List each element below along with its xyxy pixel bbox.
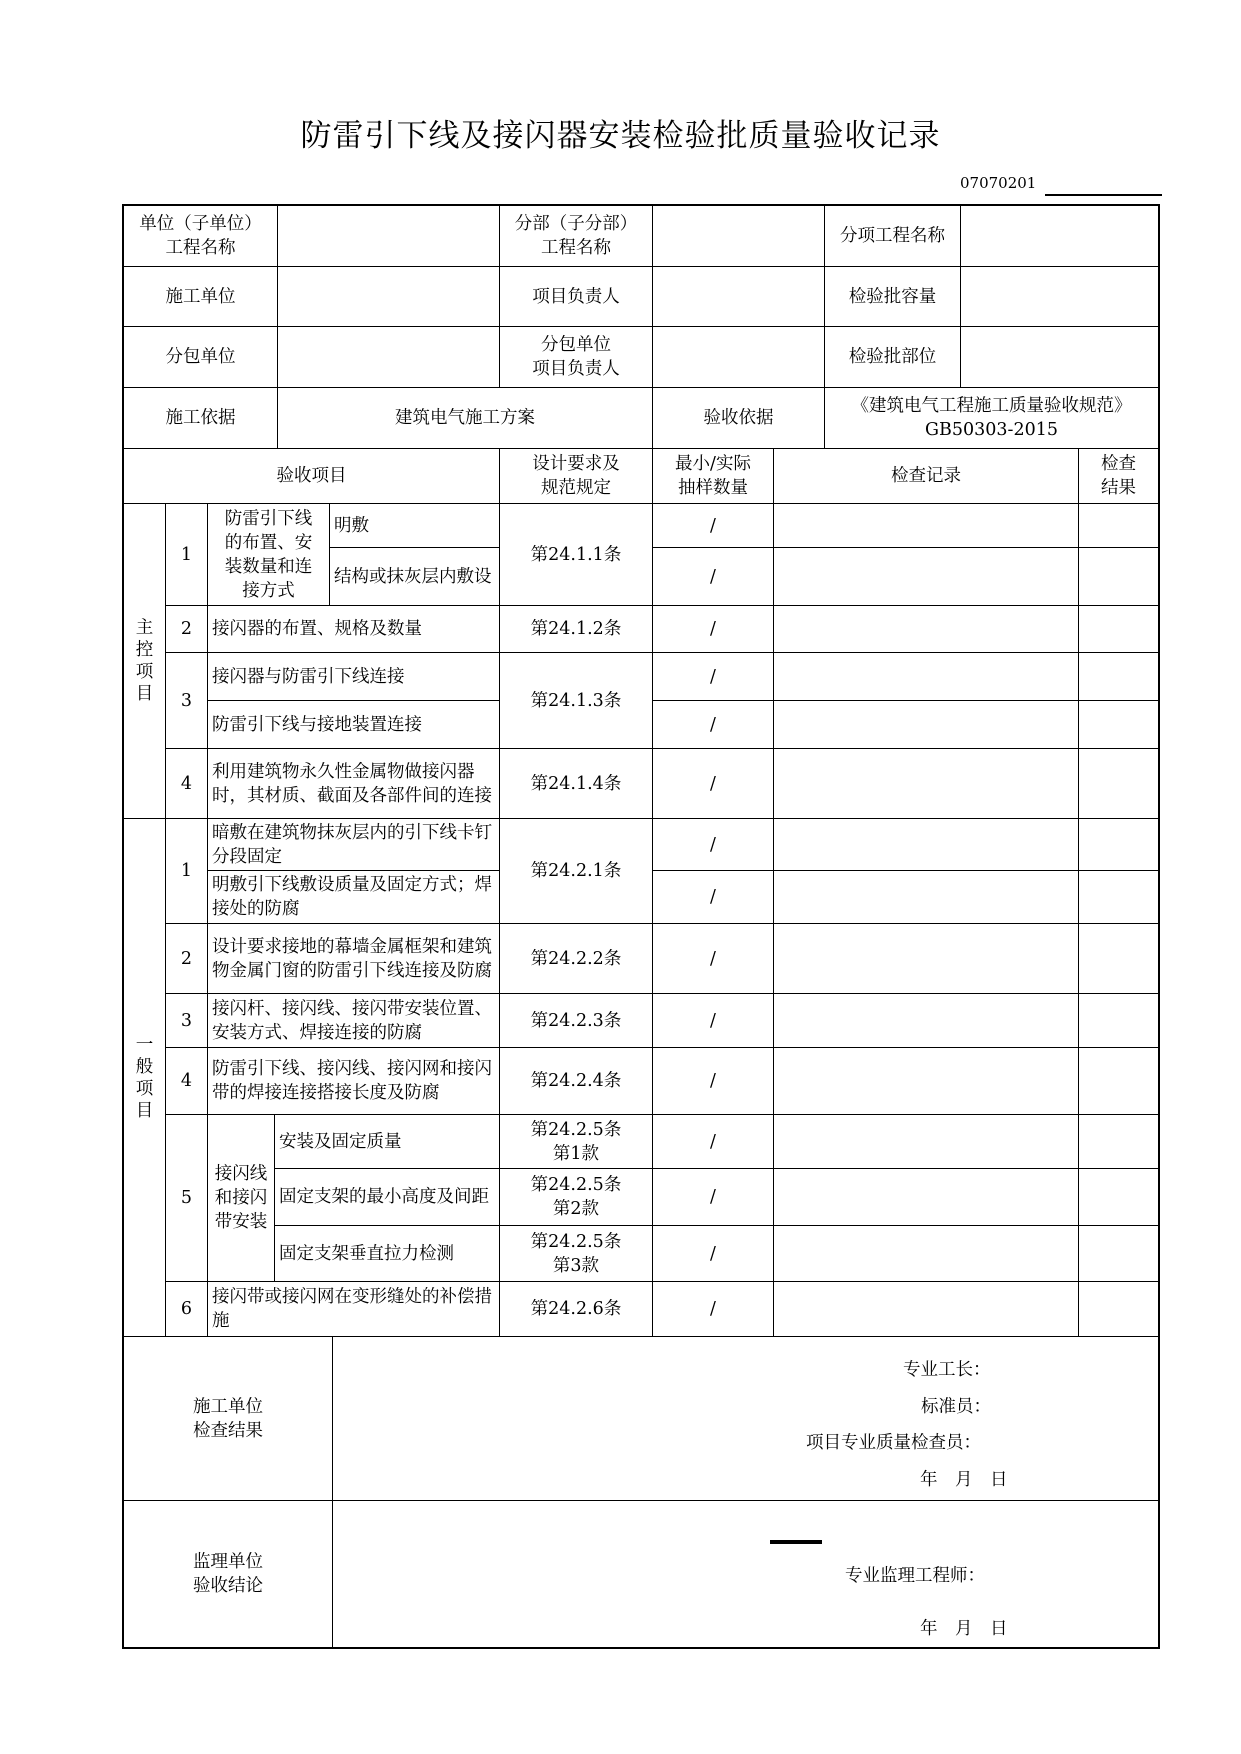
main-3b-sample: /	[653, 701, 774, 749]
general-1b-record[interactable]	[774, 871, 1079, 924]
general-5b-sample: /	[653, 1169, 774, 1226]
pm-label: 项目负责人	[500, 267, 653, 327]
main-1-no: 1	[166, 504, 208, 606]
general-4-result[interactable]	[1079, 1048, 1158, 1115]
general-1a-record[interactable]	[774, 819, 1079, 871]
division-value[interactable]	[653, 206, 825, 267]
basis-value: 建筑电气施工方案	[278, 388, 653, 449]
subcontractor-value[interactable]	[278, 327, 500, 388]
general-1a-sample: /	[653, 819, 774, 871]
pm-value[interactable]	[653, 267, 825, 327]
main-3a-item: 接闪器与防雷引下线连接	[208, 653, 500, 701]
general-5a-item: 安装及固定质量	[275, 1115, 500, 1169]
capacity-value[interactable]	[961, 267, 1158, 327]
general-5b-item: 固定支架的最小高度及间距	[275, 1169, 500, 1226]
standard-officer-signature-label: 标准员：	[921, 1397, 991, 1417]
capacity-label: 检验批容量	[825, 267, 961, 327]
division-label: 分部（子分部） 工程名称	[500, 206, 653, 267]
page-title: 防雷引下线及接闪器安装检验批质量验收记录	[300, 118, 941, 154]
supervisor-label: 监理单位 验收结论	[124, 1501, 333, 1647]
general-1-no: 1	[166, 819, 208, 924]
general-3-record[interactable]	[774, 994, 1079, 1048]
general-2-item: 设计要求接地的幕墙金属框架和建筑物金属门窗的防雷引下线连接及防腐	[208, 924, 500, 994]
general-4-no: 4	[166, 1048, 208, 1115]
signature-mark	[770, 1540, 822, 1544]
general-2-result[interactable]	[1079, 924, 1158, 994]
main-1b-sample: /	[653, 548, 774, 606]
general-3-item: 接闪杆、接闪线、接闪带安装位置、安装方式、焊接连接的防腐	[208, 994, 500, 1048]
general-5c-clause: 第24.2.5条 第3款	[500, 1226, 653, 1282]
general-3-clause: 第24.2.3条	[500, 994, 653, 1048]
general-5b-clause: 第24.2.5条 第2款	[500, 1169, 653, 1226]
col-sample: 最小/实际 抽样数量	[653, 449, 774, 504]
main-1a-item: 明敷	[330, 504, 500, 548]
general-3-no: 3	[166, 994, 208, 1048]
main-1a-record[interactable]	[774, 504, 1079, 548]
main-2-sample: /	[653, 606, 774, 653]
form-number-line	[1045, 194, 1162, 196]
unit-value[interactable]	[278, 206, 500, 267]
main-1b-result[interactable]	[1079, 548, 1158, 606]
contractor-check-area[interactable]	[333, 1337, 1158, 1501]
general-5c-result[interactable]	[1079, 1226, 1158, 1282]
main-4-record[interactable]	[774, 749, 1079, 819]
contractor-value[interactable]	[278, 267, 500, 327]
main-1-clause: 第24.1.1条	[500, 504, 653, 606]
main-3b-item: 防雷引下线与接地装置连接	[208, 701, 500, 749]
main-2-no: 2	[166, 606, 208, 653]
subitem-label: 分项工程名称	[825, 206, 961, 267]
form-code: 07070201	[960, 174, 1037, 192]
supervising-engineer-signature-label: 专业监理工程师：	[845, 1566, 985, 1586]
general-5a-result[interactable]	[1079, 1115, 1158, 1169]
main-3a-sample: /	[653, 653, 774, 701]
main-4-sample: /	[653, 749, 774, 819]
general-section-label: 一 般 项 目	[124, 819, 166, 1337]
general-3-sample: /	[653, 994, 774, 1048]
main-1a-sample: /	[653, 504, 774, 548]
general-4-sample: /	[653, 1048, 774, 1115]
general-5b-record[interactable]	[774, 1169, 1079, 1226]
main-4-item: 利用建筑物永久性金属物做接闪器时，其材质、截面及各部件间的连接	[208, 749, 500, 819]
main-3a-record[interactable]	[774, 653, 1079, 701]
general-5a-record[interactable]	[774, 1115, 1079, 1169]
main-2-result[interactable]	[1079, 606, 1158, 653]
quality-inspector-signature-label: 项目专业质量检查员：	[806, 1433, 981, 1453]
general-3-result[interactable]	[1079, 994, 1158, 1048]
inspection-form-table	[122, 204, 1160, 1649]
main-1-group: 防雷引下线 的布置、安 装数量和连 接方式	[208, 504, 330, 606]
basis-label: 施工依据	[124, 388, 278, 449]
main-4-no: 4	[166, 749, 208, 819]
general-5a-clause: 第24.2.5条 第1款	[500, 1115, 653, 1169]
unit-label: 单位（子单位） 工程名称	[124, 206, 278, 267]
main-1a-result[interactable]	[1079, 504, 1158, 548]
sub-pm-value[interactable]	[653, 327, 825, 388]
foreman-signature-label: 专业工长：	[903, 1360, 991, 1380]
general-2-clause: 第24.2.2条	[500, 924, 653, 994]
main-2-clause: 第24.1.2条	[500, 606, 653, 653]
main-3b-result[interactable]	[1079, 701, 1158, 749]
supervisor-area[interactable]	[333, 1501, 1158, 1647]
general-5c-item: 固定支架垂直拉力检测	[275, 1226, 500, 1282]
general-5c-record[interactable]	[774, 1226, 1079, 1282]
supervisor-date-label: 年 月 日	[920, 1619, 1008, 1639]
main-2-item: 接闪器的布置、规格及数量	[208, 606, 500, 653]
main-3b-record[interactable]	[774, 701, 1079, 749]
subcontractor-label: 分包单位	[124, 327, 278, 388]
contractor-label: 施工单位	[124, 267, 278, 327]
general-6-result[interactable]	[1079, 1282, 1158, 1337]
location-value[interactable]	[961, 327, 1158, 388]
main-3-clause: 第24.1.3条	[500, 653, 653, 749]
main-3-no: 3	[166, 653, 208, 749]
general-1b-item: 明敷引下线敷设质量及固定方式；焊接处的防腐	[208, 871, 500, 924]
location-label: 检验批部位	[825, 327, 961, 388]
general-1b-result[interactable]	[1079, 871, 1158, 924]
general-6-no: 6	[166, 1282, 208, 1337]
col-result: 检查 结果	[1079, 449, 1158, 504]
acceptance-basis-label: 验收依据	[653, 388, 825, 449]
general-6-record[interactable]	[774, 1282, 1079, 1337]
acceptance-basis-value: 《建筑电气工程施工质量验收规范》 GB50303-2015	[825, 388, 1158, 449]
general-1a-result[interactable]	[1079, 819, 1158, 871]
main-1b-item: 结构或抹灰层内敷设	[330, 548, 500, 606]
general-5b-result[interactable]	[1079, 1169, 1158, 1226]
main-section-label: 主 控 项 目	[124, 504, 166, 819]
subitem-value[interactable]	[961, 206, 1158, 267]
general-2-no: 2	[166, 924, 208, 994]
col-item: 验收项目	[124, 449, 500, 504]
main-3a-result[interactable]	[1079, 653, 1158, 701]
main-1b-record[interactable]	[774, 548, 1079, 606]
general-4-item: 防雷引下线、接闪线、接闪网和接闪带的焊接连接搭接长度及防腐	[208, 1048, 500, 1115]
general-6-clause: 第24.2.6条	[500, 1282, 653, 1337]
general-1b-sample: /	[653, 871, 774, 924]
general-5-no: 5	[166, 1115, 208, 1282]
general-1-clause: 第24.2.1条	[500, 819, 653, 924]
general-6-item: 接闪带或接闪网在变形缝处的补偿措施	[208, 1282, 500, 1337]
contractor-check-label: 施工单位 检查结果	[124, 1337, 333, 1501]
general-2-record[interactable]	[774, 924, 1079, 994]
general-4-clause: 第24.2.4条	[500, 1048, 653, 1115]
general-1a-item: 暗敷在建筑物抹灰层内的引下线卡钉分段固定	[208, 819, 500, 871]
main-4-clause: 第24.1.4条	[500, 749, 653, 819]
general-4-record[interactable]	[774, 1048, 1079, 1115]
col-design: 设计要求及 规范规定	[500, 449, 653, 504]
main-2-record[interactable]	[774, 606, 1079, 653]
main-4-result[interactable]	[1079, 749, 1158, 819]
general-5a-sample: /	[653, 1115, 774, 1169]
general-5c-sample: /	[653, 1226, 774, 1282]
sub-pm-label: 分包单位 项目负责人	[500, 327, 653, 388]
general-2-sample: /	[653, 924, 774, 994]
general-5-group: 接闪线 和接闪 带安装	[208, 1115, 275, 1282]
contractor-date-label: 年 月 日	[920, 1470, 1008, 1490]
col-record: 检查记录	[774, 449, 1079, 504]
general-6-sample: /	[653, 1282, 774, 1337]
